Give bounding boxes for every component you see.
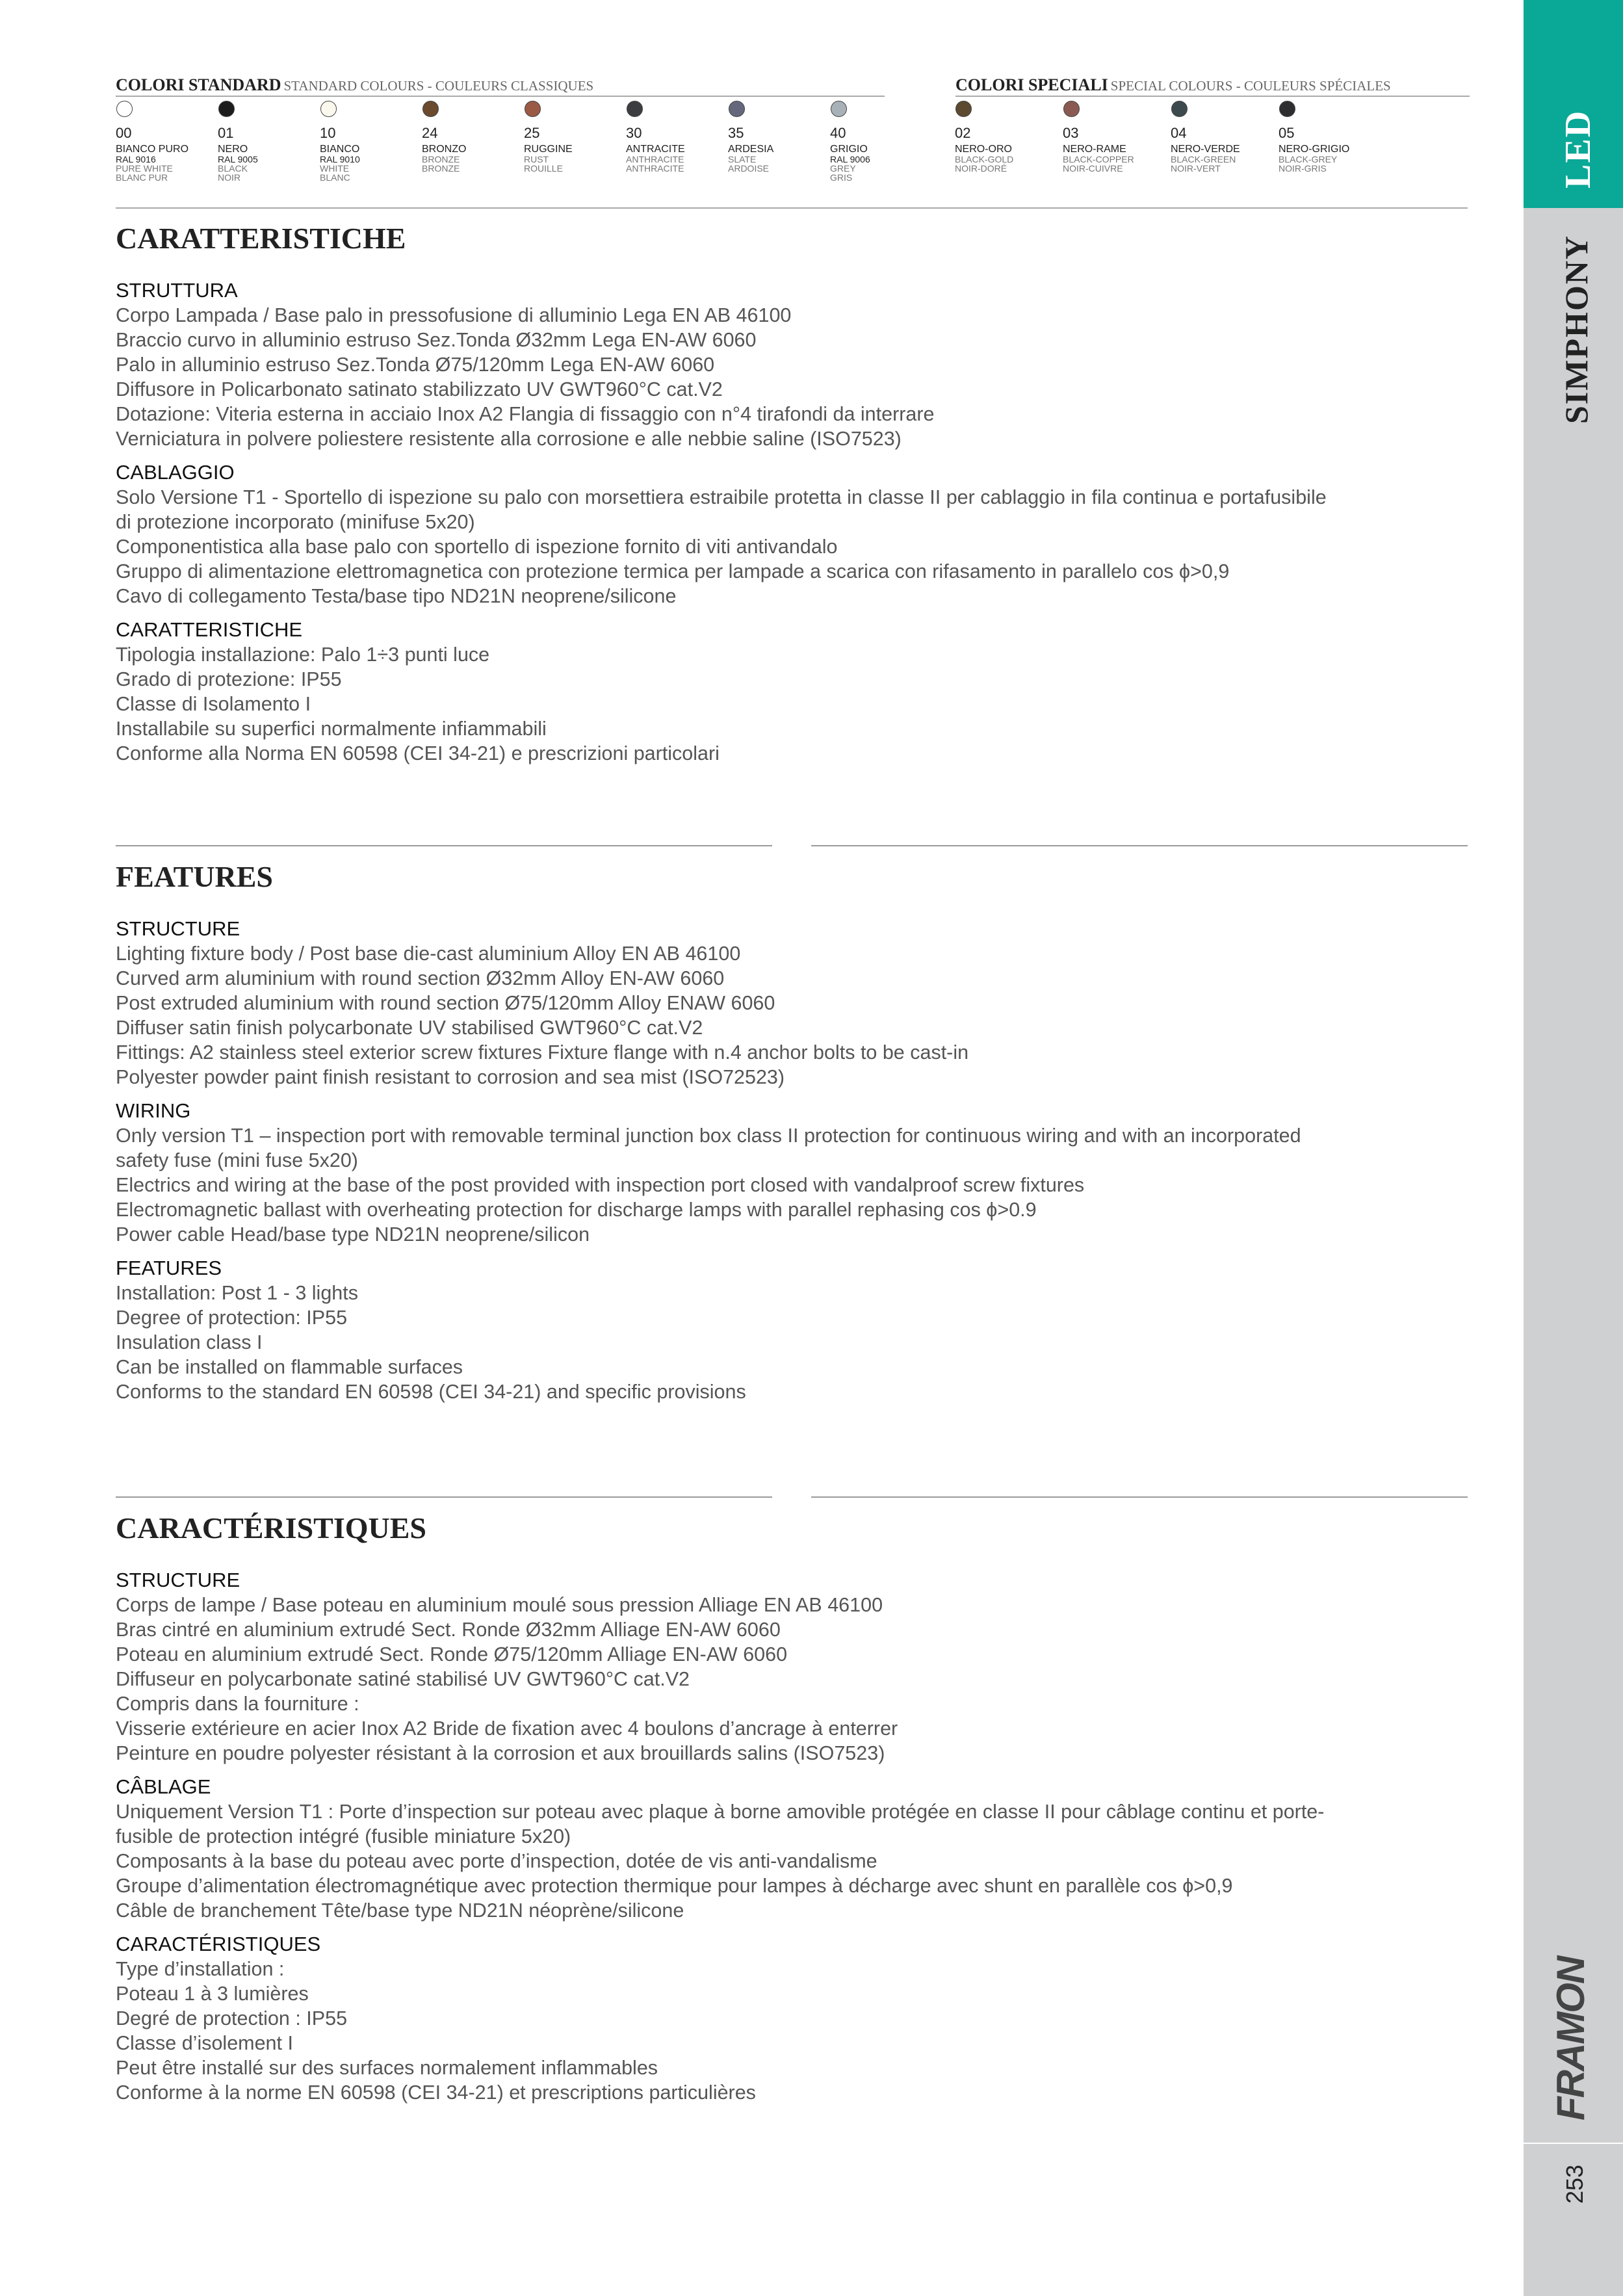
spec-line: Installabile su superfici normalmente infiammabili [116,718,547,740]
special-colours-bottom-rule [811,207,1468,209]
colour-name-fr: NOIR-GRIS [1279,163,1327,174]
spec-line: Gruppo di alimentazione elettromagnetica con protezione termica per lampade a scarica con rifasamento in parallelo cos ϕ>0,9 [116,560,1230,582]
colour-name: NERO-ORO [955,144,1012,155]
spec-line: Degree of protection: IP55 [116,1307,348,1329]
spec-line: Diffuseur en polycarbonate satiné stabilisé UV GWT960°C cat.V2 [116,1668,690,1690]
colour-name-fr: ARDOISE [728,163,770,174]
colour-code: 40 [830,125,846,141]
spec-line: Diffusore in Policarbonato satinato stabilizzato UV GWT960°C cat.V2 [116,378,723,400]
spec-line: Installation: Post 1 - 3 lights [116,1282,358,1304]
spec-line: Corpo Lampada / Base palo in pressofusione di alluminio Lega EN AB 46100 [116,304,792,326]
colour-swatch-40 [830,101,928,182]
colour-name-fr: NOIR [218,172,240,183]
spec-line: Grado di protezione: IP55 [116,668,342,690]
spec-line: Conforms to the standard EN 60598 (CEI 34-21) and specific provisions [116,1381,746,1403]
spec-line: Uniquement Version T1 : Porte d’inspection sur poteau avec plaque à borne amovible protégée en classe II pour câblage continu et porte- [116,1801,1325,1823]
colour-swatch-10 [320,101,417,182]
colour-code: 25 [524,125,540,141]
led-label: LED [1558,109,1598,189]
section-rule-left [116,1496,772,1498]
special-colours-subheading: SPECIAL COLOURS - COULEURS SPÉCIALES [1110,78,1391,94]
colour-code: 03 [1063,125,1079,141]
colour-swatch-01 [218,101,315,182]
standard-colours-title [116,75,593,95]
colour-dot [1279,101,1295,117]
colour-name-fr: BLANC PUR [116,172,168,183]
spec-line: Post extruded aluminium with round section Ø75/120mm Alloy ENAW 6060 [116,992,775,1014]
spec-line: Tipologia installazione: Palo 1÷3 punti luce [116,644,490,666]
spec-line: Componentistica alla base palo con sportello di ispezione fornito di viti antivandalo [116,536,838,558]
colour-name-en: ANTHRACITE [626,154,684,164]
colour-name: NERO-GRIGIO [1279,144,1350,155]
spec-block [116,1256,1468,1404]
section-body-it [116,278,1468,775]
brand-logo: FRAMON [1549,1957,1592,2120]
product-name: SIMPHONY [1558,235,1594,424]
spec-heading: STRUCTURE [116,917,240,940]
spec-line: Visserie extérieure en acier Inox A2 Bride de fixation avec 4 boulons d’ancrage à enterrer [116,1717,898,1740]
spec-block [116,1932,1468,2105]
rail-divider [1524,2143,1623,2144]
colour-dot [525,101,541,117]
colour-name: ANTRACITE [626,144,685,155]
colour-name-fr: GRIS [830,172,853,183]
colour-name-en: GREY [830,163,856,174]
colour-swatch-02 [955,101,1052,173]
colour-ral: RAL 9005 [218,154,258,164]
colour-swatch-00 [116,101,213,182]
colour-code: 04 [1171,125,1187,141]
colour-dot [627,101,643,117]
spec-heading: STRUTTURA [116,279,238,302]
spec-line: Classe d’isolement I [116,2032,293,2054]
page-number: 253 [1561,2164,1588,2204]
section-title-fr: CARACTÉRISTIQUES [116,1511,427,1545]
spec-line: Conforme à la norme EN 60598 (CEI 34-21) et prescriptions particulières [116,2081,756,2104]
spec-line: Peut être installé sur des surfaces normalement inflammables [116,2057,658,2079]
spec-heading: CARATTERISTICHE [116,618,303,641]
colour-code: 35 [728,125,744,141]
spec-line: Bras cintré en aluminium extrudé Sect. Ronde Ø32mm Alliage EN-AW 6060 [116,1619,781,1641]
spec-line: Solo Versione T1 - Sportello di ispezione su palo con morsettiera estraibile protetta in classe II per cablaggio in fila continua e portafusibile [116,486,1327,508]
colour-name-fr: NOIR-DORÉ [955,163,1007,174]
spec-line: Only version T1 – inspection port with removable terminal junction box class II protection for continuous wiring and with an incorporated [116,1125,1301,1147]
spec-line: Insulation class I [116,1331,263,1353]
spec-line: safety fuse (mini fuse 5x20) [116,1149,358,1171]
colour-dot [422,101,439,117]
standard-colours-rule [116,96,885,97]
colour-name-fr: NOIR-VERT [1171,163,1221,174]
spec-block [116,1775,1468,1923]
colour-ral: RAL 9010 [320,154,360,164]
spec-line: Groupe d’alimentation électromagnétique avec protection thermique pour lampes à décharge avec shunt en parallèle cos ϕ>0,9 [116,1875,1233,1897]
colour-code: 30 [626,125,642,141]
colour-name-en: BLACK-GOLD [955,154,1014,164]
spec-line: Polyester powder paint finish resistant to corrosion and sea mist (ISO72523) [116,1066,785,1088]
colour-dot [116,101,133,117]
spec-block [116,1099,1468,1247]
colour-code: 02 [955,125,971,141]
spec-line: Classe di Isolamento I [116,693,311,715]
spec-line: Câble de branchement Tête/base type ND21N néoprène/silicone [116,1899,684,1922]
spec-line: Palo in alluminio estruso Sez.Tonda Ø75/120mm Lega EN-AW 6060 [116,354,715,376]
spec-line: Electromagnetic ballast with overheating protection for discharge lamps with parallel rephasing cos ϕ>0.9 [116,1199,1037,1221]
section-title-en: FEATURES [116,860,273,893]
special-colours-title [955,75,1391,95]
standard-colours-heading: COLORI STANDARD [116,75,281,94]
colour-name: ARDESIA [728,144,774,155]
colour-dot [320,101,337,117]
colour-name: RUGGINE [524,144,573,155]
colour-name-fr: ANTHRACITE [626,163,684,174]
colour-ral: RAL 9006 [830,154,870,164]
section-rule-left [116,845,772,846]
spec-block [116,460,1468,608]
spec-block [116,917,1468,1089]
spec-line: Degré de protection : IP55 [116,2007,348,2029]
colour-dot [955,101,972,117]
spec-line: Curved arm aluminium with round section Ø32mm Alloy EN-AW 6060 [116,967,725,989]
section-rule-right [811,845,1468,846]
spec-heading: CARACTÉRISTIQUES [116,1933,321,1955]
standard-colours-bottom-rule [116,207,812,209]
spec-heading: WIRING [116,1099,191,1122]
spec-heading: CABLAGGIO [116,461,235,484]
led-tab [1524,0,1623,208]
colour-name-en: SLATE [728,154,757,164]
spec-block [116,1568,1468,1766]
spec-line: Poteau en aluminium extrudé Sect. Ronde Ø75/120mm Alliage EN-AW 6060 [116,1643,788,1665]
colour-name: BIANCO PURO [116,144,189,155]
colour-swatch-30 [626,101,723,173]
section-body-fr [116,1568,1468,2114]
colour-name-en: BRONZE [422,154,460,164]
colour-name-en: BLACK-COPPER [1063,154,1134,164]
colour-name-fr: NOIR-CUIVRE [1063,163,1123,174]
spec-line: Fittings: A2 stainless steel exterior screw fixtures Fixture flange with n.4 anchor bolts to be cast-in [116,1041,969,1063]
spec-line: Can be installed on flammable surfaces [116,1356,463,1378]
colour-code: 10 [320,125,336,141]
spec-line: Peinture en poudre polyester résistant à la corrosion et aux brouillards salins (ISO7523) [116,1742,885,1764]
spec-line: Cavo di collegamento Testa/base tipo ND21N neoprene/silicone [116,585,677,607]
side-rail [1524,0,1623,2296]
spec-line: fusible de protection intégré (fusible miniature 5x20) [116,1825,571,1847]
colour-swatch-03 [1063,101,1160,173]
special-colours-heading: COLORI SPECIALI [955,75,1108,94]
colour-name: BIANCO [320,144,360,155]
spec-line: Compris dans la fourniture : [116,1693,359,1715]
standard-colours-subheading: STANDARD COLOURS - COULEURS CLASSIQUES [283,78,594,94]
colour-name: BRONZO [422,144,467,155]
spec-line: Conforme alla Norma EN 60598 (CEI 34-21) e prescrizioni particolari [116,742,720,764]
colour-code: 05 [1279,125,1295,141]
spec-line: Dotazione: Viteria esterna in acciaio Inox A2 Flangia di fissaggio con n°4 tirafondi da interrare [116,403,935,425]
section-body-en [116,917,1468,1413]
spec-line: Electrics and wiring at the base of the post provided with inspection port closed with vandalproof screw fixtures [116,1174,1085,1196]
spec-line: Type d’installation : [116,1958,285,1980]
colour-name-en: PURE WHITE [116,163,173,174]
colour-name: NERO [218,144,248,155]
colour-code: 01 [218,125,234,141]
spec-line: di protezione incorporato (minifuse 5x20) [116,511,475,533]
special-colours-rule [955,96,1470,97]
colour-name-en: WHITE [320,163,350,174]
colour-ral: RAL 9016 [116,154,156,164]
spec-line: Diffuser satin finish polycarbonate UV stabilised GWT960°C cat.V2 [116,1017,703,1039]
colour-name-en: BLACK-GREEN [1171,154,1236,164]
colour-dot [218,101,235,117]
colour-dot [1063,101,1080,117]
spec-line: Poteau 1 à 3 lumières [116,1983,309,2005]
spec-heading: CÂBLAGE [116,1775,211,1798]
colour-dot [831,101,847,117]
spec-line: Braccio curvo in alluminio estruso Sez.Tonda Ø32mm Lega EN-AW 6060 [116,329,757,351]
spec-line: Composants à la base du poteau avec porte d’inspection, dotée de vis anti-vandalisme [116,1850,877,1872]
colour-swatch-35 [728,101,825,173]
colour-swatch-24 [422,101,519,173]
colour-code: 24 [422,125,438,141]
colour-name-en: RUST [524,154,549,164]
colour-code: 00 [116,125,132,141]
colour-swatch-04 [1171,101,1268,173]
spec-block [116,618,1468,766]
spec-heading: STRUCTURE [116,1569,240,1591]
colour-name-fr: BLANC [320,172,350,183]
colour-name-en: BLACK-GREY [1279,154,1338,164]
section-title-it: CARATTERISTICHE [116,222,406,255]
colour-name: NERO-RAME [1063,144,1126,155]
colour-name-fr: BRONZE [422,163,460,174]
spec-line: Power cable Head/base type ND21N neoprene/silicon [116,1223,590,1246]
spec-line: Lighting fixture body / Post base die-cast aluminium Alloy EN AB 46100 [116,943,741,965]
colour-name-en: BLACK [218,163,248,174]
colour-name: GRIGIO [830,144,868,155]
spec-block [116,278,1468,451]
section-rule-right [811,1496,1468,1498]
colour-swatch-25 [524,101,621,173]
spec-line: Verniciatura in polvere poliestere resistente alla corrosione e alle nebbie saline (ISO7523) [116,428,902,450]
colour-name: NERO-VERDE [1171,144,1240,155]
colour-dot [1171,101,1188,117]
colour-name-fr: ROUILLE [524,163,563,174]
spec-line: Corps de lampe / Base poteau en aluminium moulé sous pression Alliage EN AB 46100 [116,1594,883,1616]
colour-dot [729,101,745,117]
colour-swatch-05 [1279,101,1376,173]
spec-heading: FEATURES [116,1257,222,1279]
